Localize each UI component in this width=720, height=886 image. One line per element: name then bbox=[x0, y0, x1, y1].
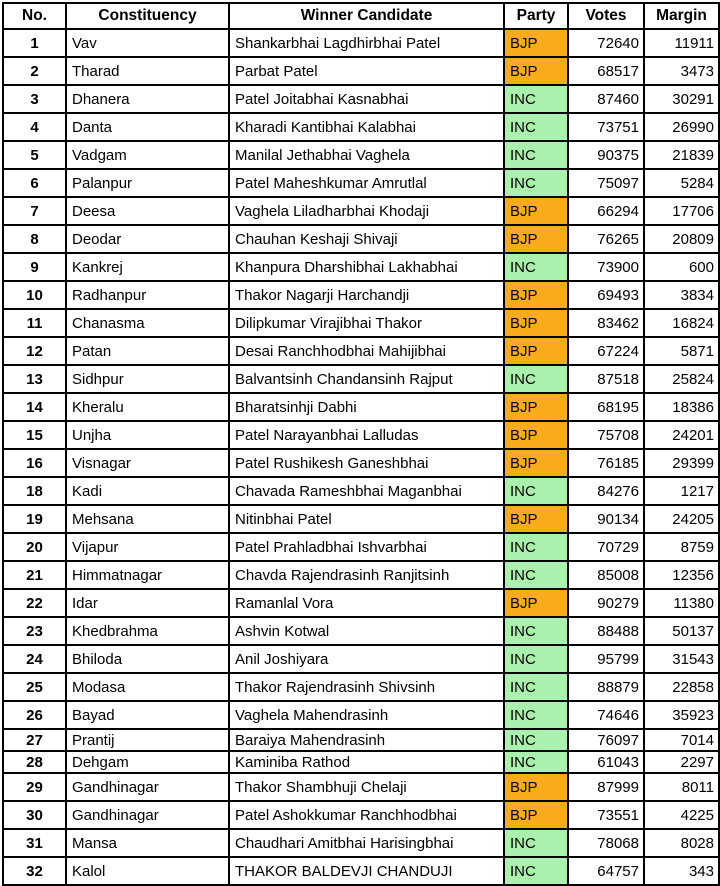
cell-votes: 90375 bbox=[568, 141, 644, 169]
cell-party: INC bbox=[504, 113, 568, 141]
cell-votes: 67224 bbox=[568, 337, 644, 365]
cell-no: 25 bbox=[3, 673, 66, 701]
cell-no: 7 bbox=[3, 197, 66, 225]
table-row bbox=[3, 617, 719, 645]
cell-votes: 75708 bbox=[568, 421, 644, 449]
cell-votes: 87999 bbox=[568, 773, 644, 801]
cell-no: 11 bbox=[3, 309, 66, 337]
cell-party: INC bbox=[504, 829, 568, 857]
table-row bbox=[3, 253, 719, 281]
cell-constituency: Unjha bbox=[66, 421, 229, 449]
table-row bbox=[3, 505, 719, 533]
cell-votes: 83462 bbox=[568, 309, 644, 337]
col-header-margin: Margin bbox=[644, 3, 719, 29]
table-row bbox=[3, 225, 719, 253]
cell-party: BJP bbox=[504, 225, 568, 253]
cell-votes: 66294 bbox=[568, 197, 644, 225]
cell-no: 12 bbox=[3, 337, 66, 365]
table-row bbox=[3, 561, 719, 589]
cell-party: INC bbox=[504, 701, 568, 729]
cell-candidate: Thakor Shambhuji Chelaji bbox=[229, 773, 504, 801]
col-header-constituency: Constituency bbox=[66, 3, 229, 29]
cell-no: 19 bbox=[3, 505, 66, 533]
cell-constituency: Palanpur bbox=[66, 169, 229, 197]
cell-candidate: Patel Prahladbhai Ishvarbhai bbox=[229, 533, 504, 561]
cell-constituency: Kheralu bbox=[66, 393, 229, 421]
cell-margin: 5284 bbox=[644, 169, 719, 197]
cell-party: BJP bbox=[504, 449, 568, 477]
cell-constituency: Khedbrahma bbox=[66, 617, 229, 645]
cell-votes: 88488 bbox=[568, 617, 644, 645]
cell-constituency: Tharad bbox=[66, 57, 229, 85]
cell-constituency: Kankrej bbox=[66, 253, 229, 281]
cell-margin: 24201 bbox=[644, 421, 719, 449]
table-row bbox=[3, 589, 719, 617]
cell-votes: 72640 bbox=[568, 29, 644, 57]
cell-candidate: Patel Ashokkumar Ranchhodbhai bbox=[229, 801, 504, 829]
cell-margin: 17706 bbox=[644, 197, 719, 225]
cell-party: INC bbox=[504, 751, 568, 773]
cell-margin: 1217 bbox=[644, 477, 719, 505]
cell-constituency: Dehgam bbox=[66, 751, 229, 773]
cell-margin: 2297 bbox=[644, 751, 719, 773]
col-header-no: No. bbox=[3, 3, 66, 29]
cell-constituency: Visnagar bbox=[66, 449, 229, 477]
cell-constituency: Kalol bbox=[66, 857, 229, 885]
table-row bbox=[3, 113, 719, 141]
cell-party: INC bbox=[504, 729, 568, 751]
cell-constituency: Radhanpur bbox=[66, 281, 229, 309]
cell-candidate: Baraiya Mahendrasinh bbox=[229, 729, 504, 751]
table-row bbox=[3, 701, 719, 729]
cell-no: 5 bbox=[3, 141, 66, 169]
cell-no: 23 bbox=[3, 617, 66, 645]
cell-candidate: Vaghela Liladharbhai Khodaji bbox=[229, 197, 504, 225]
cell-constituency: Dhanera bbox=[66, 85, 229, 113]
cell-margin: 18386 bbox=[644, 393, 719, 421]
cell-margin: 25824 bbox=[644, 365, 719, 393]
cell-constituency: Chanasma bbox=[66, 309, 229, 337]
table-row bbox=[3, 365, 719, 393]
col-header-votes: Votes bbox=[568, 3, 644, 29]
cell-margin: 4225 bbox=[644, 801, 719, 829]
cell-constituency: Sidhpur bbox=[66, 365, 229, 393]
cell-party: BJP bbox=[504, 505, 568, 533]
table-row bbox=[3, 449, 719, 477]
election-results-table-wrap bbox=[2, 2, 720, 886]
cell-party: BJP bbox=[504, 309, 568, 337]
cell-constituency: Himmatnagar bbox=[66, 561, 229, 589]
cell-margin: 3473 bbox=[644, 57, 719, 85]
cell-margin: 8011 bbox=[644, 773, 719, 801]
table-body bbox=[3, 29, 719, 885]
table-row bbox=[3, 857, 719, 885]
cell-votes: 69493 bbox=[568, 281, 644, 309]
cell-party: INC bbox=[504, 85, 568, 113]
cell-margin: 20809 bbox=[644, 225, 719, 253]
cell-votes: 85008 bbox=[568, 561, 644, 589]
cell-party: INC bbox=[504, 365, 568, 393]
cell-candidate: Dilipkumar Virajibhai Thakor bbox=[229, 309, 504, 337]
cell-votes: 73751 bbox=[568, 113, 644, 141]
cell-candidate: Kaminiba Rathod bbox=[229, 751, 504, 773]
cell-candidate: Desai Ranchhodbhai Mahijibhai bbox=[229, 337, 504, 365]
cell-constituency: Mehsana bbox=[66, 505, 229, 533]
cell-constituency: Vadgam bbox=[66, 141, 229, 169]
cell-votes: 90279 bbox=[568, 589, 644, 617]
cell-margin: 3834 bbox=[644, 281, 719, 309]
cell-margin: 30291 bbox=[644, 85, 719, 113]
cell-party: BJP bbox=[504, 337, 568, 365]
cell-margin: 12356 bbox=[644, 561, 719, 589]
cell-party: INC bbox=[504, 561, 568, 589]
cell-party: BJP bbox=[504, 57, 568, 85]
table-row bbox=[3, 533, 719, 561]
cell-constituency: Vijapur bbox=[66, 533, 229, 561]
cell-candidate: Parbat Patel bbox=[229, 57, 504, 85]
cell-party: INC bbox=[504, 617, 568, 645]
cell-no: 28 bbox=[3, 751, 66, 773]
cell-margin: 8759 bbox=[644, 533, 719, 561]
cell-margin: 5871 bbox=[644, 337, 719, 365]
cell-margin: 600 bbox=[644, 253, 719, 281]
cell-margin: 343 bbox=[644, 857, 719, 885]
cell-candidate: Patel Maheshkumar Amrutlal bbox=[229, 169, 504, 197]
table-row bbox=[3, 309, 719, 337]
cell-party: BJP bbox=[504, 773, 568, 801]
cell-party: INC bbox=[504, 141, 568, 169]
col-header-party: Party bbox=[504, 3, 568, 29]
cell-candidate: Thakor Rajendrasinh Shivsinh bbox=[229, 673, 504, 701]
cell-no: 21 bbox=[3, 561, 66, 589]
cell-candidate: Patel Rushikesh Ganeshbhai bbox=[229, 449, 504, 477]
cell-margin: 22858 bbox=[644, 673, 719, 701]
table-row bbox=[3, 169, 719, 197]
cell-no: 2 bbox=[3, 57, 66, 85]
table-row bbox=[3, 773, 719, 801]
table-row bbox=[3, 141, 719, 169]
cell-margin: 26990 bbox=[644, 113, 719, 141]
table-row bbox=[3, 645, 719, 673]
cell-no: 32 bbox=[3, 857, 66, 885]
cell-no: 14 bbox=[3, 393, 66, 421]
cell-no: 31 bbox=[3, 829, 66, 857]
cell-votes: 74646 bbox=[568, 701, 644, 729]
table-row bbox=[3, 57, 719, 85]
cell-votes: 90134 bbox=[568, 505, 644, 533]
cell-constituency: Idar bbox=[66, 589, 229, 617]
cell-candidate: Shankarbhai Lagdhirbhai Patel bbox=[229, 29, 504, 57]
cell-votes: 87518 bbox=[568, 365, 644, 393]
cell-constituency: Danta bbox=[66, 113, 229, 141]
cell-candidate: Chavada Rameshbhai Maganbhai bbox=[229, 477, 504, 505]
cell-margin: 24205 bbox=[644, 505, 719, 533]
cell-candidate: Bharatsinhji Dabhi bbox=[229, 393, 504, 421]
cell-margin: 11911 bbox=[644, 29, 719, 57]
cell-candidate: Kharadi Kantibhai Kalabhai bbox=[229, 113, 504, 141]
cell-votes: 76265 bbox=[568, 225, 644, 253]
cell-no: 29 bbox=[3, 773, 66, 801]
cell-constituency: Bhiloda bbox=[66, 645, 229, 673]
cell-constituency: Prantij bbox=[66, 729, 229, 751]
cell-constituency: Bayad bbox=[66, 701, 229, 729]
cell-votes: 95799 bbox=[568, 645, 644, 673]
cell-constituency: Deodar bbox=[66, 225, 229, 253]
cell-votes: 75097 bbox=[568, 169, 644, 197]
cell-votes: 76097 bbox=[568, 729, 644, 751]
cell-margin: 7014 bbox=[644, 729, 719, 751]
cell-no: 1 bbox=[3, 29, 66, 57]
cell-no: 3 bbox=[3, 85, 66, 113]
cell-party: BJP bbox=[504, 281, 568, 309]
cell-party: INC bbox=[504, 477, 568, 505]
cell-constituency: Gandhinagar bbox=[66, 801, 229, 829]
table-row bbox=[3, 29, 719, 57]
table-row bbox=[3, 477, 719, 505]
cell-no: 15 bbox=[3, 421, 66, 449]
cell-candidate: Anil Joshiyara bbox=[229, 645, 504, 673]
cell-votes: 87460 bbox=[568, 85, 644, 113]
cell-party: BJP bbox=[504, 801, 568, 829]
table-row bbox=[3, 673, 719, 701]
cell-no: 20 bbox=[3, 533, 66, 561]
cell-margin: 35923 bbox=[644, 701, 719, 729]
cell-constituency: Patan bbox=[66, 337, 229, 365]
cell-candidate: Ashvin Kotwal bbox=[229, 617, 504, 645]
table-row bbox=[3, 421, 719, 449]
table-row bbox=[3, 829, 719, 857]
cell-party: INC bbox=[504, 645, 568, 673]
cell-no: 4 bbox=[3, 113, 66, 141]
cell-margin: 16824 bbox=[644, 309, 719, 337]
cell-votes: 61043 bbox=[568, 751, 644, 773]
cell-votes: 73551 bbox=[568, 801, 644, 829]
cell-party: INC bbox=[504, 253, 568, 281]
cell-candidate: Khanpura Dharshibhai Lakhabhai bbox=[229, 253, 504, 281]
cell-constituency: Kadi bbox=[66, 477, 229, 505]
cell-no: 24 bbox=[3, 645, 66, 673]
election-results-table bbox=[2, 2, 720, 886]
cell-candidate: Nitinbhai Patel bbox=[229, 505, 504, 533]
cell-party: INC bbox=[504, 857, 568, 885]
cell-no: 22 bbox=[3, 589, 66, 617]
cell-candidate: Patel Narayanbhai Lalludas bbox=[229, 421, 504, 449]
cell-party: BJP bbox=[504, 421, 568, 449]
cell-party: INC bbox=[504, 533, 568, 561]
cell-candidate: Chaudhari Amitbhai Harisingbhai bbox=[229, 829, 504, 857]
cell-party: BJP bbox=[504, 589, 568, 617]
cell-candidate: Chauhan Keshaji Shivaji bbox=[229, 225, 504, 253]
cell-margin: 21839 bbox=[644, 141, 719, 169]
header-row bbox=[3, 3, 719, 29]
cell-constituency: Deesa bbox=[66, 197, 229, 225]
cell-no: 30 bbox=[3, 801, 66, 829]
cell-candidate: Vaghela Mahendrasinh bbox=[229, 701, 504, 729]
cell-no: 10 bbox=[3, 281, 66, 309]
cell-party: BJP bbox=[504, 29, 568, 57]
cell-votes: 68517 bbox=[568, 57, 644, 85]
table-row bbox=[3, 729, 719, 751]
cell-no: 18 bbox=[3, 477, 66, 505]
cell-party: BJP bbox=[504, 393, 568, 421]
cell-candidate: Manilal Jethabhai Vaghela bbox=[229, 141, 504, 169]
cell-constituency: Vav bbox=[66, 29, 229, 57]
cell-candidate: Balvantsinh Chandansinh Rajput bbox=[229, 365, 504, 393]
cell-votes: 76185 bbox=[568, 449, 644, 477]
cell-no: 9 bbox=[3, 253, 66, 281]
cell-no: 26 bbox=[3, 701, 66, 729]
cell-constituency: Gandhinagar bbox=[66, 773, 229, 801]
table-row bbox=[3, 337, 719, 365]
table-row bbox=[3, 751, 719, 773]
table-row bbox=[3, 85, 719, 113]
cell-margin: 29399 bbox=[644, 449, 719, 477]
cell-party: BJP bbox=[504, 197, 568, 225]
cell-votes: 84276 bbox=[568, 477, 644, 505]
cell-no: 8 bbox=[3, 225, 66, 253]
table-row bbox=[3, 281, 719, 309]
cell-margin: 31543 bbox=[644, 645, 719, 673]
cell-votes: 73900 bbox=[568, 253, 644, 281]
cell-candidate: THAKOR BALDEVJI CHANDUJI bbox=[229, 857, 504, 885]
cell-margin: 50137 bbox=[644, 617, 719, 645]
cell-votes: 88879 bbox=[568, 673, 644, 701]
cell-constituency: Modasa bbox=[66, 673, 229, 701]
cell-votes: 68195 bbox=[568, 393, 644, 421]
cell-margin: 8028 bbox=[644, 829, 719, 857]
cell-votes: 64757 bbox=[568, 857, 644, 885]
table-row bbox=[3, 197, 719, 225]
cell-no: 27 bbox=[3, 729, 66, 751]
table-row bbox=[3, 801, 719, 829]
cell-party: INC bbox=[504, 673, 568, 701]
cell-votes: 78068 bbox=[568, 829, 644, 857]
cell-no: 13 bbox=[3, 365, 66, 393]
cell-candidate: Thakor Nagarji Harchandji bbox=[229, 281, 504, 309]
table-row bbox=[3, 393, 719, 421]
cell-party: INC bbox=[504, 169, 568, 197]
cell-margin: 11380 bbox=[644, 589, 719, 617]
cell-no: 16 bbox=[3, 449, 66, 477]
col-header-candidate: Winner Candidate bbox=[229, 3, 504, 29]
cell-no: 6 bbox=[3, 169, 66, 197]
cell-candidate: Chavda Rajendrasinh Ranjitsinh bbox=[229, 561, 504, 589]
cell-candidate: Ramanlal Vora bbox=[229, 589, 504, 617]
cell-votes: 70729 bbox=[568, 533, 644, 561]
cell-constituency: Mansa bbox=[66, 829, 229, 857]
cell-candidate: Patel Joitabhai Kasnabhai bbox=[229, 85, 504, 113]
